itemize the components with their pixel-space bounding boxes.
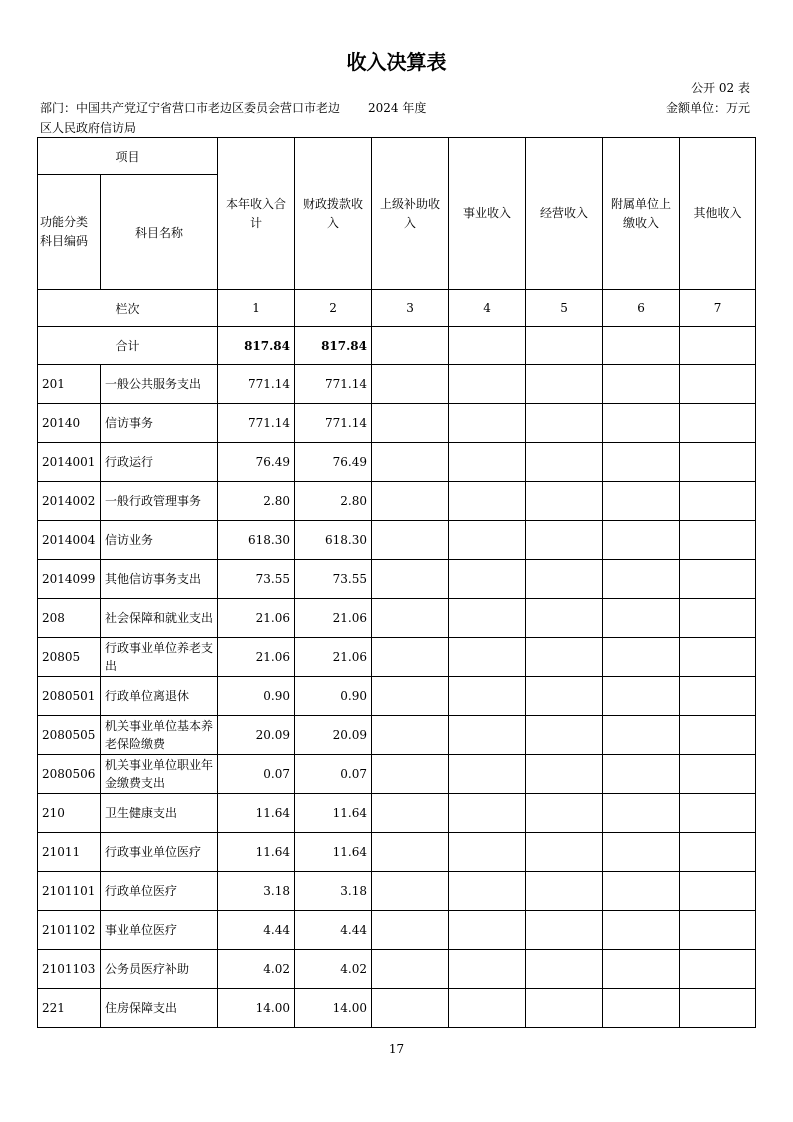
empty-cell xyxy=(372,794,449,833)
index-num: 3 xyxy=(372,290,449,327)
total-value-2: 817.84 xyxy=(295,327,372,365)
row-code: 2014002 xyxy=(38,482,101,521)
empty-cell xyxy=(526,482,603,521)
empty-cell xyxy=(603,677,680,716)
empty-cell xyxy=(526,638,603,677)
row-name: 社会保障和就业支出 xyxy=(101,599,218,638)
empty-cell xyxy=(372,911,449,950)
empty-cell xyxy=(526,794,603,833)
empty-cell xyxy=(603,755,680,794)
header-code: 功能分类科目编码 xyxy=(38,175,101,290)
empty-cell xyxy=(603,404,680,443)
row-code: 201 xyxy=(38,365,101,404)
form-number: 公开 02 表 xyxy=(691,81,750,95)
empty-cell xyxy=(603,443,680,482)
table-row xyxy=(38,833,756,872)
row-code: 2101102 xyxy=(38,911,101,950)
row-name: 行政单位医疗 xyxy=(101,872,218,911)
header-col-3: 上级补助收入 xyxy=(372,138,449,290)
table-row xyxy=(38,989,756,1028)
row-value-2: 0.90 xyxy=(295,677,372,716)
row-value-2: 771.14 xyxy=(295,404,372,443)
row-name: 机关事业单位基本养老保险缴费 xyxy=(101,716,218,755)
empty-cell xyxy=(526,950,603,989)
row-name: 信访业务 xyxy=(101,521,218,560)
row-value-2: 73.55 xyxy=(295,560,372,599)
empty-cell xyxy=(372,755,449,794)
row-value-2: 618.30 xyxy=(295,521,372,560)
empty-cell xyxy=(603,872,680,911)
row-value-2: 20.09 xyxy=(295,716,372,755)
empty-cell xyxy=(603,638,680,677)
index-num: 5 xyxy=(526,290,603,327)
row-value-1: 11.64 xyxy=(218,833,295,872)
empty-cell xyxy=(526,716,603,755)
table-row xyxy=(38,443,756,482)
row-code: 208 xyxy=(38,599,101,638)
header-name: 科目名称 xyxy=(101,175,218,290)
empty-cell xyxy=(372,443,449,482)
empty-cell xyxy=(603,716,680,755)
row-name: 机关事业单位职业年金缴费支出 xyxy=(101,755,218,794)
empty-cell xyxy=(680,794,756,833)
row-name: 信访事务 xyxy=(101,404,218,443)
table-row xyxy=(38,482,756,521)
row-code: 2080501 xyxy=(38,677,101,716)
row-name: 行政事业单位养老支出 xyxy=(101,638,218,677)
table-row xyxy=(38,794,756,833)
row-name: 一般行政管理事务 xyxy=(101,482,218,521)
row-value-1: 0.90 xyxy=(218,677,295,716)
empty-cell xyxy=(680,365,756,404)
row-value-2: 21.06 xyxy=(295,599,372,638)
empty-cell xyxy=(680,638,756,677)
index-num: 4 xyxy=(449,290,526,327)
empty-cell xyxy=(449,677,526,716)
empty-cell xyxy=(680,872,756,911)
empty-cell xyxy=(603,482,680,521)
row-code: 2014099 xyxy=(38,560,101,599)
row-name: 行政运行 xyxy=(101,443,218,482)
empty-cell xyxy=(449,482,526,521)
empty-cell xyxy=(680,677,756,716)
row-value-1: 2.80 xyxy=(218,482,295,521)
empty-cell xyxy=(372,833,449,872)
row-value-1: 21.06 xyxy=(218,599,295,638)
empty-cell xyxy=(526,443,603,482)
row-name: 住房保障支出 xyxy=(101,989,218,1028)
row-name: 一般公共服务支出 xyxy=(101,365,218,404)
empty-cell xyxy=(449,950,526,989)
page-number: 17 xyxy=(388,1042,405,1056)
empty-cell xyxy=(449,599,526,638)
total-row xyxy=(38,327,756,365)
empty-cell xyxy=(449,833,526,872)
index-label: 栏次 xyxy=(38,290,218,327)
row-value-1: 3.18 xyxy=(218,872,295,911)
row-value-2: 0.07 xyxy=(295,755,372,794)
row-value-2: 21.06 xyxy=(295,638,372,677)
department-label: 部门：中国共产党辽宁省营口市老边区委员会营口市老边区人民政府信访局 xyxy=(40,101,341,135)
table-row xyxy=(38,404,756,443)
empty-cell xyxy=(372,716,449,755)
header-col-5: 经营收入 xyxy=(526,138,603,290)
header-row-1 xyxy=(38,138,756,175)
row-value-2: 76.49 xyxy=(295,443,372,482)
empty-cell xyxy=(680,404,756,443)
empty-cell xyxy=(680,521,756,560)
empty-cell xyxy=(680,755,756,794)
row-code: 20805 xyxy=(38,638,101,677)
row-code: 2014001 xyxy=(38,443,101,482)
table-row xyxy=(38,638,756,677)
table-row xyxy=(38,560,756,599)
row-code: 2101103 xyxy=(38,950,101,989)
row-name: 卫生健康支出 xyxy=(101,794,218,833)
empty-cell xyxy=(680,327,756,365)
row-code: 20140 xyxy=(38,404,101,443)
row-value-1: 76.49 xyxy=(218,443,295,482)
empty-cell xyxy=(603,365,680,404)
empty-cell xyxy=(603,599,680,638)
row-value-2: 11.64 xyxy=(295,833,372,872)
empty-cell xyxy=(680,599,756,638)
header-col-2: 财政拨款收入 xyxy=(295,138,372,290)
header-col-6: 附属单位上缴收入 xyxy=(603,138,680,290)
empty-cell xyxy=(603,560,680,599)
table-row xyxy=(38,950,756,989)
empty-cell xyxy=(372,872,449,911)
empty-cell xyxy=(449,989,526,1028)
index-num: 1 xyxy=(218,290,295,327)
row-code: 221 xyxy=(38,989,101,1028)
empty-cell xyxy=(449,404,526,443)
empty-cell xyxy=(526,560,603,599)
empty-cell xyxy=(680,443,756,482)
empty-cell xyxy=(372,482,449,521)
empty-cell xyxy=(603,794,680,833)
table-row xyxy=(38,755,756,794)
income-table xyxy=(37,137,756,1028)
empty-cell xyxy=(526,521,603,560)
empty-cell xyxy=(372,989,449,1028)
empty-cell xyxy=(449,365,526,404)
empty-cell xyxy=(449,443,526,482)
empty-cell xyxy=(680,833,756,872)
table-row xyxy=(38,716,756,755)
row-value-1: 21.06 xyxy=(218,638,295,677)
empty-cell xyxy=(372,365,449,404)
empty-cell xyxy=(526,327,603,365)
table-row xyxy=(38,521,756,560)
empty-cell xyxy=(449,911,526,950)
empty-cell xyxy=(449,794,526,833)
row-code: 210 xyxy=(38,794,101,833)
empty-cell xyxy=(372,677,449,716)
row-name: 行政单位离退休 xyxy=(101,677,218,716)
index-row xyxy=(38,290,756,327)
row-code: 2080505 xyxy=(38,716,101,755)
empty-cell xyxy=(372,404,449,443)
table-row xyxy=(38,365,756,404)
row-value-1: 618.30 xyxy=(218,521,295,560)
total-label: 合计 xyxy=(38,327,218,365)
row-value-1: 4.02 xyxy=(218,950,295,989)
index-num: 2 xyxy=(295,290,372,327)
empty-cell xyxy=(449,638,526,677)
row-value-1: 0.07 xyxy=(218,755,295,794)
row-value-2: 14.00 xyxy=(295,989,372,1028)
empty-cell xyxy=(603,950,680,989)
empty-cell xyxy=(449,755,526,794)
empty-cell xyxy=(449,716,526,755)
page-title: 收入决算表 xyxy=(346,50,447,74)
empty-cell xyxy=(526,755,603,794)
row-value-1: 771.14 xyxy=(218,365,295,404)
row-value-1: 20.09 xyxy=(218,716,295,755)
empty-cell xyxy=(603,989,680,1028)
row-value-1: 11.64 xyxy=(218,794,295,833)
empty-cell xyxy=(372,950,449,989)
empty-cell xyxy=(526,989,603,1028)
row-value-1: 14.00 xyxy=(218,989,295,1028)
index-num: 6 xyxy=(603,290,680,327)
empty-cell xyxy=(449,872,526,911)
row-value-1: 771.14 xyxy=(218,404,295,443)
row-name: 事业单位医疗 xyxy=(101,911,218,950)
empty-cell xyxy=(680,950,756,989)
row-value-2: 771.14 xyxy=(295,365,372,404)
empty-cell xyxy=(526,404,603,443)
header-col-1: 本年收入合计 xyxy=(218,138,295,290)
empty-cell xyxy=(680,716,756,755)
empty-cell xyxy=(680,989,756,1028)
empty-cell xyxy=(526,365,603,404)
row-name: 公务员医疗补助 xyxy=(101,950,218,989)
row-value-2: 3.18 xyxy=(295,872,372,911)
index-num: 7 xyxy=(680,290,756,327)
row-value-1: 73.55 xyxy=(218,560,295,599)
empty-cell xyxy=(449,521,526,560)
empty-cell xyxy=(526,911,603,950)
row-value-2: 4.44 xyxy=(295,911,372,950)
empty-cell xyxy=(680,560,756,599)
row-value-1: 4.44 xyxy=(218,911,295,950)
empty-cell xyxy=(526,599,603,638)
row-name: 其他信访事务支出 xyxy=(101,560,218,599)
row-code: 2014004 xyxy=(38,521,101,560)
empty-cell xyxy=(372,599,449,638)
header-col-7: 其他收入 xyxy=(680,138,756,290)
empty-cell xyxy=(603,833,680,872)
empty-cell xyxy=(372,521,449,560)
header-item: 项目 xyxy=(38,138,218,175)
empty-cell xyxy=(372,638,449,677)
total-value-1: 817.84 xyxy=(218,327,295,365)
table-row xyxy=(38,911,756,950)
empty-cell xyxy=(449,327,526,365)
empty-cell xyxy=(526,872,603,911)
empty-cell xyxy=(680,911,756,950)
empty-cell xyxy=(372,327,449,365)
header-col-4: 事业收入 xyxy=(449,138,526,290)
empty-cell xyxy=(526,833,603,872)
row-code: 2101101 xyxy=(38,872,101,911)
empty-cell xyxy=(449,560,526,599)
empty-cell xyxy=(603,327,680,365)
row-value-2: 2.80 xyxy=(295,482,372,521)
table-row xyxy=(38,677,756,716)
empty-cell xyxy=(603,911,680,950)
row-name: 行政事业单位医疗 xyxy=(101,833,218,872)
empty-cell xyxy=(526,677,603,716)
fiscal-year: 2024 年度 xyxy=(368,101,427,115)
table-row xyxy=(38,872,756,911)
row-value-2: 4.02 xyxy=(295,950,372,989)
row-value-2: 11.64 xyxy=(295,794,372,833)
amount-unit: 金额单位：万元 xyxy=(665,101,750,115)
empty-cell xyxy=(603,521,680,560)
empty-cell xyxy=(372,560,449,599)
table-row xyxy=(38,599,756,638)
empty-cell xyxy=(680,482,756,521)
row-code: 21011 xyxy=(38,833,101,872)
row-code: 2080506 xyxy=(38,755,101,794)
table-body xyxy=(38,138,756,1028)
